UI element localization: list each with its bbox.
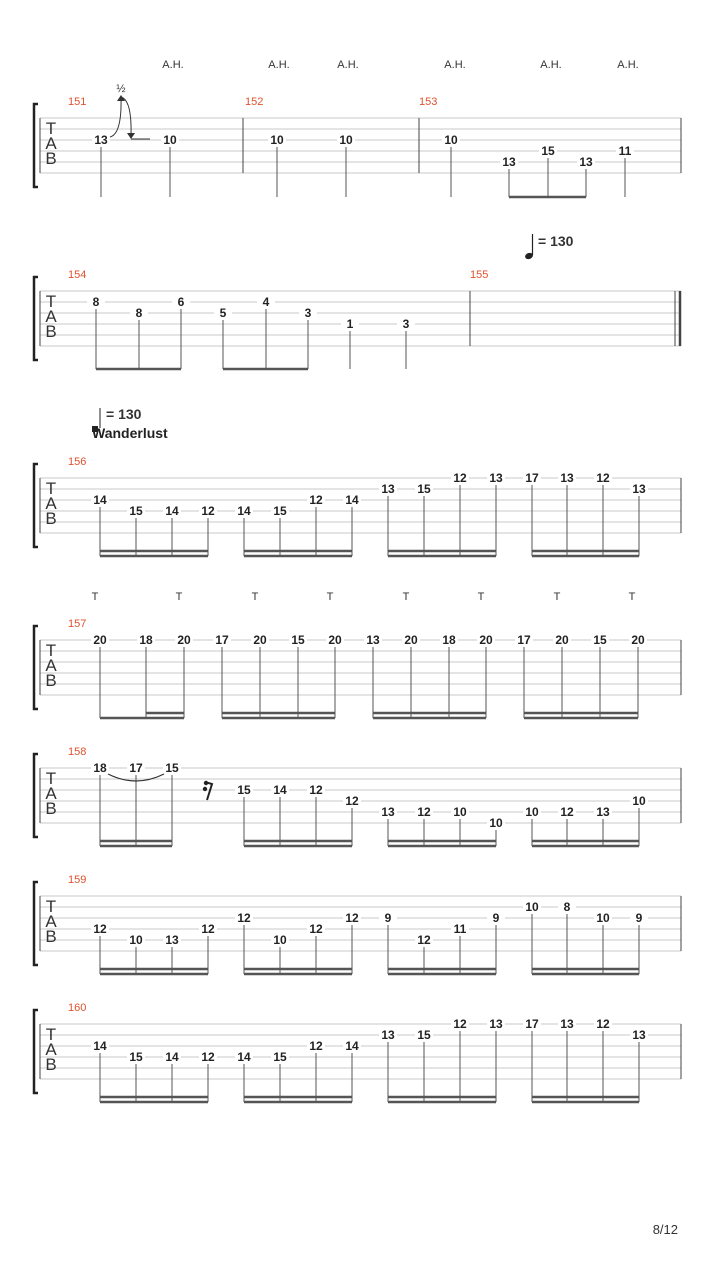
fret-number: 10 bbox=[444, 133, 458, 147]
system-bracket bbox=[34, 277, 38, 360]
fret-number: 15 bbox=[237, 783, 251, 797]
fret-number: 17 bbox=[129, 761, 143, 775]
fret-number: 17 bbox=[525, 471, 539, 485]
fret-number: 14 bbox=[165, 1050, 179, 1064]
fret-number: 4 bbox=[262, 295, 270, 309]
tempo-mark bbox=[524, 233, 573, 260]
tab-clef-letter: B bbox=[45, 1055, 57, 1074]
fret-number: 20 bbox=[253, 633, 267, 647]
rest-dot bbox=[204, 781, 208, 785]
fret-number: 20 bbox=[631, 633, 645, 647]
fret-number: 17 bbox=[525, 1017, 539, 1031]
fret-number: 12 bbox=[417, 933, 431, 947]
fret-number: 17 bbox=[517, 633, 531, 647]
fret-number: 18 bbox=[139, 633, 153, 647]
fret-number: 3 bbox=[402, 317, 410, 331]
systems-layer bbox=[34, 59, 681, 1102]
fret-number: 15 bbox=[129, 1050, 143, 1064]
measure-number: 159 bbox=[68, 874, 87, 886]
fret-number: 12 bbox=[309, 783, 323, 797]
fret-number: 13 bbox=[596, 805, 610, 819]
fret-number: 12 bbox=[237, 911, 251, 925]
fret-number: 10 bbox=[596, 911, 610, 925]
fret-number: 9 bbox=[384, 911, 392, 925]
bend-up-arrow bbox=[110, 97, 121, 137]
fret-number: 5 bbox=[219, 306, 227, 320]
tab-clef-letter: A bbox=[45, 1040, 57, 1059]
fret-number: 18 bbox=[442, 633, 456, 647]
fret-number: 12 bbox=[201, 1050, 215, 1064]
system-bracket bbox=[34, 464, 38, 547]
technique-annotation: T bbox=[553, 591, 561, 603]
fret-number: 13 bbox=[94, 133, 108, 147]
fret-number: 20 bbox=[328, 633, 342, 647]
technique-annotation: T bbox=[477, 591, 485, 603]
technique-annotation: A.H. bbox=[268, 59, 290, 71]
tempo-text: = 130 bbox=[106, 406, 142, 422]
technique-annotation: A.H. bbox=[540, 59, 562, 71]
tab-clef-letter: T bbox=[45, 292, 57, 311]
arrow-head-icon bbox=[127, 133, 135, 139]
system-bracket bbox=[34, 1010, 38, 1093]
tab-clef-letter: T bbox=[45, 479, 57, 498]
fret-number: 10 bbox=[525, 805, 539, 819]
fret-number: 20 bbox=[93, 633, 107, 647]
tab-clef-letter: B bbox=[45, 927, 57, 946]
tab-clef-letter: T bbox=[45, 119, 57, 138]
fret-number: 12 bbox=[309, 1039, 323, 1053]
fret-number: 13 bbox=[560, 1017, 574, 1031]
fret-number: 15 bbox=[417, 482, 431, 496]
page-number: 8/12 bbox=[652, 1222, 678, 1237]
measure-number: 160 bbox=[68, 1002, 87, 1014]
measure-number: 158 bbox=[68, 746, 87, 758]
fret-number: 10 bbox=[339, 133, 353, 147]
fret-number: 14 bbox=[237, 1050, 251, 1064]
technique-annotation: A.H. bbox=[162, 59, 184, 71]
fret-number: 12 bbox=[596, 1017, 610, 1031]
fret-number: 13 bbox=[381, 482, 395, 496]
release-down-arrow bbox=[121, 97, 131, 136]
bend-marking bbox=[110, 83, 150, 139]
fret-number: 13 bbox=[381, 805, 395, 819]
fret-number: 20 bbox=[177, 633, 191, 647]
fret-number: 13 bbox=[489, 471, 503, 485]
fret-number: 10 bbox=[453, 805, 467, 819]
fret-number: 13 bbox=[502, 155, 516, 169]
fret-number: 11 bbox=[453, 922, 467, 936]
fret-number: 12 bbox=[201, 504, 215, 518]
fret-number: 3 bbox=[304, 306, 312, 320]
fret-number: 12 bbox=[596, 471, 610, 485]
fret-number: 9 bbox=[492, 911, 500, 925]
fret-number: 14 bbox=[345, 1039, 359, 1053]
fret-number: 13 bbox=[489, 1017, 503, 1031]
tab-clef-letter: A bbox=[45, 784, 57, 803]
fret-number: 8 bbox=[135, 306, 143, 320]
technique-annotation: T bbox=[251, 591, 259, 603]
section-label: Wanderlust bbox=[92, 425, 168, 441]
fret-number: 12 bbox=[453, 1017, 467, 1031]
tab-system bbox=[34, 269, 681, 369]
fret-number: 15 bbox=[593, 633, 607, 647]
fret-number: 12 bbox=[560, 805, 574, 819]
fret-number: 15 bbox=[417, 1028, 431, 1042]
fret-number: 8 bbox=[563, 900, 571, 914]
tab-clef-letter: T bbox=[45, 641, 57, 660]
fret-number: 15 bbox=[291, 633, 305, 647]
tab-clef-letter: T bbox=[45, 769, 57, 788]
fret-number: 14 bbox=[237, 504, 251, 518]
system-bracket bbox=[34, 104, 38, 187]
tab-clef-letter: A bbox=[45, 494, 57, 513]
fret-number: 12 bbox=[417, 805, 431, 819]
measure-number: 152 bbox=[245, 96, 264, 108]
system-bracket bbox=[34, 754, 38, 837]
measure-number: 154 bbox=[68, 269, 87, 281]
fret-number: 14 bbox=[93, 493, 107, 507]
system-bracket bbox=[34, 882, 38, 965]
fret-number: 10 bbox=[270, 133, 284, 147]
fret-number: 1 bbox=[346, 317, 354, 331]
fret-number: 11 bbox=[618, 144, 632, 158]
fret-number: 10 bbox=[489, 816, 503, 830]
tab-clef-letter: T bbox=[45, 1025, 57, 1044]
fret-number: 12 bbox=[345, 794, 359, 808]
fret-number: 6 bbox=[177, 295, 185, 309]
measure-number: 153 bbox=[419, 96, 438, 108]
fret-number: 12 bbox=[309, 922, 323, 936]
technique-annotation: A.H. bbox=[337, 59, 359, 71]
tempo-text: = 130 bbox=[538, 233, 574, 249]
fret-number: 13 bbox=[632, 482, 646, 496]
fret-number: 12 bbox=[345, 911, 359, 925]
fret-number: 14 bbox=[345, 493, 359, 507]
fret-number: 15 bbox=[273, 504, 287, 518]
fret-number: 15 bbox=[129, 504, 143, 518]
measure-number: 151 bbox=[68, 96, 87, 108]
fret-number: 10 bbox=[273, 933, 287, 947]
technique-annotation: A.H. bbox=[444, 59, 466, 71]
tab-system bbox=[34, 1002, 681, 1102]
technique-annotation: T bbox=[402, 591, 410, 603]
fret-number: 15 bbox=[165, 761, 179, 775]
technique-annotation: T bbox=[91, 591, 99, 603]
fret-number: 14 bbox=[273, 783, 287, 797]
fret-number: 20 bbox=[479, 633, 493, 647]
tab-system bbox=[34, 591, 681, 718]
tab-clef-letter: B bbox=[45, 509, 57, 528]
tab-clef-letter: B bbox=[45, 799, 57, 818]
measure-number: 156 bbox=[68, 456, 87, 468]
tab-clef-letter: B bbox=[45, 671, 57, 690]
fret-number: 18 bbox=[93, 761, 107, 775]
measure-number: 155 bbox=[470, 269, 489, 281]
tab-clef-letter: B bbox=[45, 149, 57, 168]
tab-clef-letter: A bbox=[45, 656, 57, 675]
fret-number: 13 bbox=[165, 933, 179, 947]
tab-clef-letter: T bbox=[45, 897, 57, 916]
fret-number: 12 bbox=[309, 493, 323, 507]
fret-number: 8 bbox=[92, 295, 100, 309]
technique-annotation: T bbox=[326, 591, 334, 603]
tab-clef-letter: A bbox=[45, 134, 57, 153]
fret-number: 10 bbox=[525, 900, 539, 914]
technique-annotation: T bbox=[628, 591, 636, 603]
tab-system bbox=[34, 456, 681, 556]
fret-number: 20 bbox=[404, 633, 418, 647]
fret-number: 14 bbox=[165, 504, 179, 518]
tab-system bbox=[34, 874, 681, 974]
technique-annotation: T bbox=[175, 591, 183, 603]
fret-number: 13 bbox=[381, 1028, 395, 1042]
fret-number: 10 bbox=[129, 933, 143, 947]
fret-number: 17 bbox=[215, 633, 229, 647]
fret-number: 14 bbox=[93, 1039, 107, 1053]
fret-number: 12 bbox=[201, 922, 215, 936]
fret-number: 15 bbox=[541, 144, 555, 158]
fret-number: 15 bbox=[273, 1050, 287, 1064]
system-bracket bbox=[34, 626, 38, 709]
rest-dot bbox=[203, 787, 207, 791]
technique-annotation: A.H. bbox=[617, 59, 639, 71]
fret-number: 12 bbox=[93, 922, 107, 936]
fret-number: 13 bbox=[579, 155, 593, 169]
fret-number: 10 bbox=[163, 133, 177, 147]
tab-system bbox=[34, 746, 681, 846]
tab-clef-letter: A bbox=[45, 307, 57, 326]
tab-clef-letter: B bbox=[45, 322, 57, 341]
fret-number: 12 bbox=[453, 471, 467, 485]
fret-number: 10 bbox=[632, 794, 646, 808]
fret-number: 20 bbox=[555, 633, 569, 647]
measure-number: 157 bbox=[68, 618, 87, 630]
fret-number: 13 bbox=[366, 633, 380, 647]
fret-number: 13 bbox=[560, 471, 574, 485]
tab-clef-letter: A bbox=[45, 912, 57, 931]
bend-amount-label: ½ bbox=[116, 83, 126, 95]
fret-number: 9 bbox=[635, 911, 643, 925]
fret-number: 13 bbox=[632, 1028, 646, 1042]
